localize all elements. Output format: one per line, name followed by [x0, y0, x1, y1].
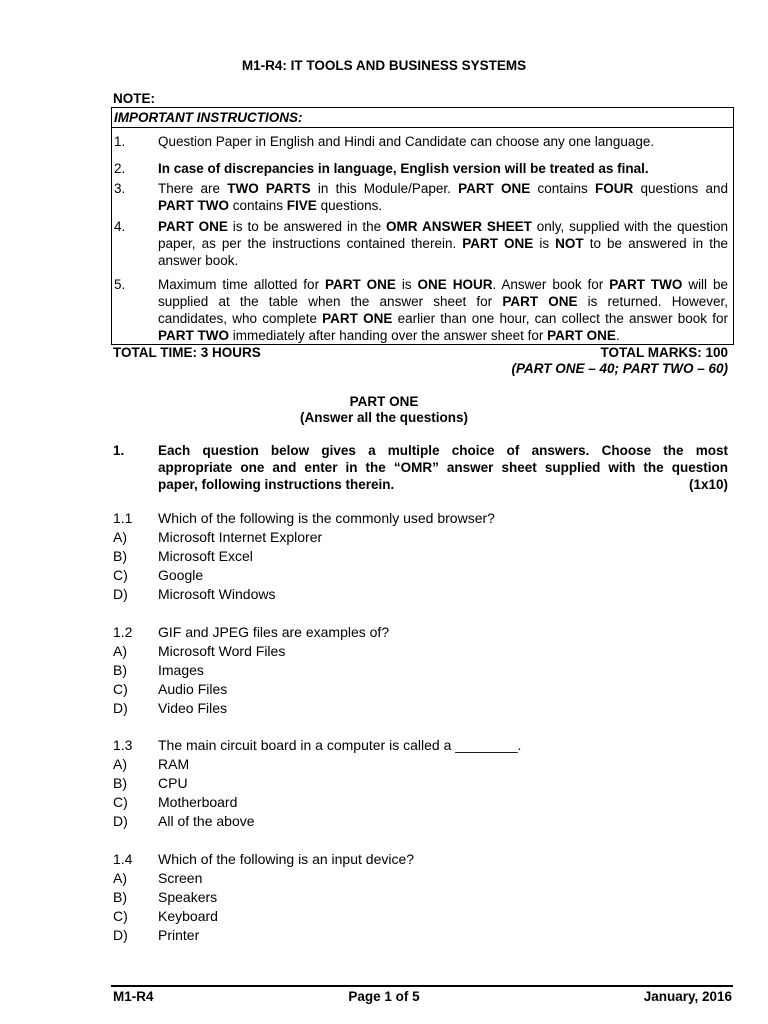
instruction-segment: PART ONE	[322, 311, 393, 326]
instruction-segment: FOUR	[595, 181, 634, 196]
option-text: RAM	[158, 756, 190, 772]
instruction-segment: earlier than one hour, can collect the answer book for	[392, 311, 728, 326]
instruction-text	[158, 133, 728, 150]
option-label: D)	[113, 927, 128, 943]
instruction-line	[158, 310, 728, 327]
option-text: All of the above	[158, 813, 255, 829]
question-text: Which of the following is the commonly used browser?	[158, 510, 495, 526]
instruction-segment: is	[395, 277, 418, 292]
option-label: C)	[113, 908, 128, 924]
instruction-line	[158, 197, 728, 214]
question-1-text	[158, 442, 728, 493]
option-label: D)	[113, 813, 128, 829]
option-text: Audio Files	[158, 681, 228, 697]
instructions-divider	[112, 127, 733, 128]
marks-split: (PART ONE – 40; PART TWO – 60)	[511, 361, 728, 376]
instruction-segment: PART TWO	[158, 328, 229, 343]
option-text: Microsoft Windows	[158, 586, 276, 602]
instruction-line	[158, 327, 728, 344]
option-text: Printer	[158, 927, 200, 943]
instruction-segment: supplied at the table when the answer sheet for	[158, 294, 503, 309]
option-text: Microsoft Word Files	[158, 643, 286, 659]
instruction-line	[158, 293, 728, 310]
option-label: B)	[113, 775, 127, 791]
option-text: Google	[158, 567, 204, 583]
footer-date: January, 2016	[643, 989, 732, 1004]
instruction-line	[158, 218, 728, 235]
question-number: 1.2	[113, 624, 133, 640]
footer-code: M1-R4	[113, 989, 154, 1004]
instruction-segment: is	[533, 236, 556, 251]
instruction-line	[158, 180, 728, 197]
instruction-segment: to be answered in the	[583, 236, 728, 251]
question-item	[113, 510, 733, 605]
instruction-text	[158, 276, 728, 344]
question-text: The main circuit board in a computer is called a ________.	[158, 737, 522, 753]
option-text: Keyboard	[158, 908, 218, 924]
option-text: Microsoft Excel	[158, 548, 253, 564]
question-1-marks: (1x10)	[688, 477, 728, 492]
paper-title: M1-R4: IT TOOLS AND BUSINESS SYSTEMS	[241, 58, 527, 73]
question-text: GIF and JPEG files are examples of?	[158, 624, 390, 640]
option-label: A)	[113, 643, 127, 659]
total-marks: TOTAL MARKS: 100	[600, 345, 728, 360]
instruction-segment: NOT	[555, 236, 584, 251]
instruction-segment: candidates, who complete	[158, 311, 323, 326]
question-item	[113, 737, 733, 832]
option-text: Video Files	[158, 700, 228, 716]
instruction-segment: questions and	[633, 181, 728, 196]
question-stem	[113, 510, 733, 529]
instruction-segment: contains	[530, 181, 595, 196]
instruction-text	[158, 180, 728, 214]
answer-option	[113, 794, 733, 813]
instruction-number: 2.	[114, 161, 126, 176]
instruction-segment: questions.	[316, 198, 383, 213]
question-number: 1.4	[113, 851, 133, 867]
question-stem	[113, 851, 733, 870]
option-label: C)	[113, 567, 128, 583]
part-title: PART ONE	[349, 394, 419, 409]
option-label: B)	[113, 889, 127, 905]
answer-option	[113, 586, 733, 605]
answer-option	[113, 662, 733, 681]
instruction-segment: There are	[158, 181, 228, 196]
instruction-line	[158, 276, 728, 293]
instruction-segment: contains	[229, 198, 287, 213]
answer-option	[113, 870, 733, 889]
option-label: D)	[113, 700, 128, 716]
option-text: CPU	[158, 775, 188, 791]
option-text: Speakers	[158, 889, 218, 905]
instruction-segment: PART ONE	[324, 277, 396, 292]
answer-option	[113, 548, 733, 567]
question-1-line: appropriate one and enter in the “OMR” answer sheet supplied with the question	[158, 460, 728, 475]
question-1-number: 1.	[113, 443, 125, 458]
option-text: Microsoft Internet Explorer	[158, 529, 323, 545]
instruction-segment: PART ONE	[462, 236, 534, 251]
answer-option	[113, 643, 733, 662]
instruction-segment: Maximum time allotted for	[158, 277, 325, 292]
instruction-segment: is returned. However,	[577, 294, 728, 309]
instruction-segment: PART TWO	[158, 198, 229, 213]
option-label: A)	[113, 756, 127, 772]
question-1-line: paper, following instructions therein.	[158, 477, 395, 492]
answer-option	[113, 529, 733, 548]
question-number: 1.3	[113, 737, 133, 753]
question-stem	[113, 624, 733, 643]
instruction-text	[158, 218, 728, 269]
answer-option	[113, 927, 733, 946]
instruction-number: 5.	[114, 277, 126, 292]
option-label: D)	[113, 586, 128, 602]
instruction-segment: answer book.	[158, 253, 239, 268]
part-subtitle: (Answer all the questions)	[299, 410, 469, 425]
question-item	[113, 624, 733, 719]
footer-page: Page 1 of 5	[348, 989, 420, 1004]
instruction-segment: is to be answered in the	[227, 219, 387, 234]
question-1-line: Each question below gives a multiple choice of answers. Choose the most	[158, 443, 728, 458]
instruction-line	[158, 252, 728, 269]
instruction-number: 4.	[114, 219, 126, 234]
instructions-box	[111, 107, 734, 345]
answer-option	[113, 700, 733, 719]
option-text: Motherboard	[158, 794, 238, 810]
answer-option	[113, 775, 733, 794]
instruction-segment: FIVE	[286, 198, 317, 213]
instruction-line	[158, 133, 728, 150]
instruction-segment: PART ONE	[547, 328, 616, 343]
answer-option	[113, 813, 733, 832]
option-text: Screen	[158, 870, 203, 886]
question-text: Which of the following is an input device?	[158, 851, 415, 867]
question-stem	[113, 737, 733, 756]
instruction-segment: TWO PARTS	[227, 181, 311, 196]
instruction-segment: Question Paper in English and Hindi and Candidate can choose any one language.	[158, 134, 655, 149]
instruction-segment: paper, as per the instructions contained therein.	[158, 236, 463, 251]
instruction-line	[158, 235, 728, 252]
answer-option	[113, 681, 733, 700]
option-label: C)	[113, 794, 128, 810]
instruction-segment: PART ONE	[458, 181, 531, 196]
instruction-segment: ONE HOUR	[417, 277, 493, 292]
option-label: A)	[113, 870, 127, 886]
instruction-line	[158, 160, 728, 177]
instruction-segment: immediately after handing over the answer sheet for	[229, 328, 548, 343]
instruction-segment: in this Module/Paper.	[310, 181, 459, 196]
instruction-segment: only, supplied with the question	[531, 219, 728, 234]
note-label: NOTE:	[113, 91, 155, 106]
instruction-number: 3.	[114, 181, 126, 196]
instruction-number: 1.	[114, 134, 126, 149]
question-number: 1.1	[113, 510, 133, 526]
instruction-segment: PART ONE	[158, 219, 228, 234]
option-label: A)	[113, 529, 127, 545]
option-label: B)	[113, 548, 127, 564]
answer-option	[113, 889, 733, 908]
instruction-segment: PART ONE	[502, 294, 578, 309]
answer-option	[113, 756, 733, 775]
option-label: B)	[113, 662, 127, 678]
answer-option	[113, 567, 733, 586]
answer-option	[113, 908, 733, 927]
footer-rule	[111, 985, 733, 987]
option-text: Images	[158, 662, 204, 678]
instruction-text	[158, 160, 728, 177]
option-label: C)	[113, 681, 128, 697]
instructions-heading: IMPORTANT INSTRUCTIONS:	[114, 110, 303, 125]
instruction-segment: PART TWO	[609, 277, 683, 292]
total-time: TOTAL TIME: 3 HOURS	[113, 345, 261, 360]
instruction-segment: OMR ANSWER SHEET	[386, 219, 532, 234]
instruction-segment: In case of discrepancies in language, English version will be treated as final.	[158, 161, 649, 176]
instruction-segment: .	[615, 328, 620, 343]
instruction-segment: will be	[682, 277, 728, 292]
question-item	[113, 851, 733, 946]
instruction-segment: . Answer book for	[492, 277, 610, 292]
